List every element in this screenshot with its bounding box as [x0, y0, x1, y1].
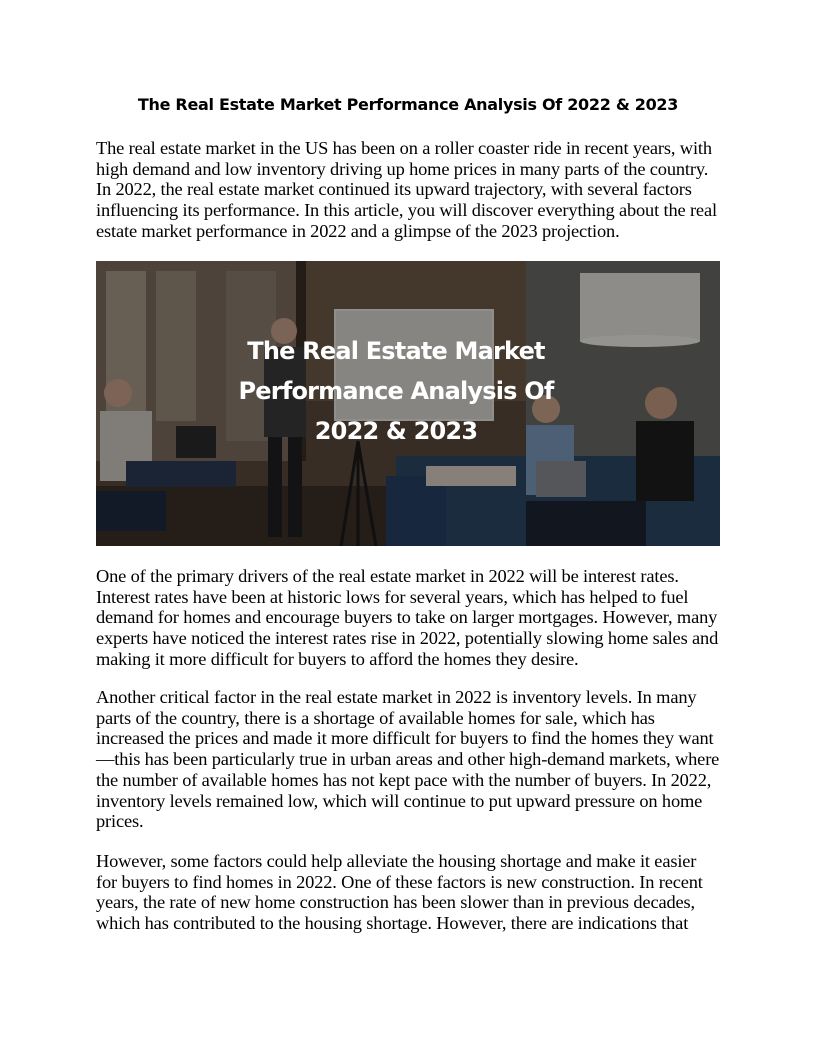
paragraph-inventory: Another critical factor in the real estate market in 2022 is inventory levels. In many parts of the country, there is a shortage of available homes for sale, which has increased the prices and made it more difficult for buyers to find the homes they want—this has been particularly true in urban areas and other high-demand markets, where the number of available homes has not kept pace with the number of buyers. In 2022, inventory levels remained low, which will continue to put upward pressure on home prices.: [96, 687, 720, 832]
hero-line-1: The Real Estate Market: [247, 337, 545, 365]
hero-line-3: 2022 & 2023: [314, 417, 478, 445]
paragraph-interest-rates: One of the primary drivers of the real estate market in 2022 will be interest rates. Interest rates have been at historic lows for several years, which has helped to fuel demand for homes and encourage buyers to take on larger mortgages. However, many experts have noticed the interest rates rise in 2022, potentially slowing home sales and making it more difficult for buyers to afford the homes they desire.: [96, 566, 719, 669]
hero-image: [96, 261, 720, 546]
paragraph-construction: However, some factors could help alleviate the housing shortage and make it easier for buyers to find homes in 2022. One of these factors is new construction. In recent years, the rate of new home construction has been slower than in previous decades, which has contributed to the housing shortage. However, there are indications that: [96, 851, 703, 934]
document-title: The Real Estate Market Performance Analysis Of 2022 & 2023: [137, 95, 679, 114]
hero-line-2: Performance Analysis Of: [238, 377, 554, 405]
hero-headline: [96, 331, 696, 451]
paragraph-intro: The real estate market in the US has been on a roller coaster ride in recent years, with high demand and low inventory driving up home prices in many parts of the country. In 2022, the real estate market continued its upward trajectory, with several factors influencing its performance. In this article, you will discover everything about the real estate market performance in 2022 and a glimpse of the 2023 projection.: [96, 138, 717, 241]
